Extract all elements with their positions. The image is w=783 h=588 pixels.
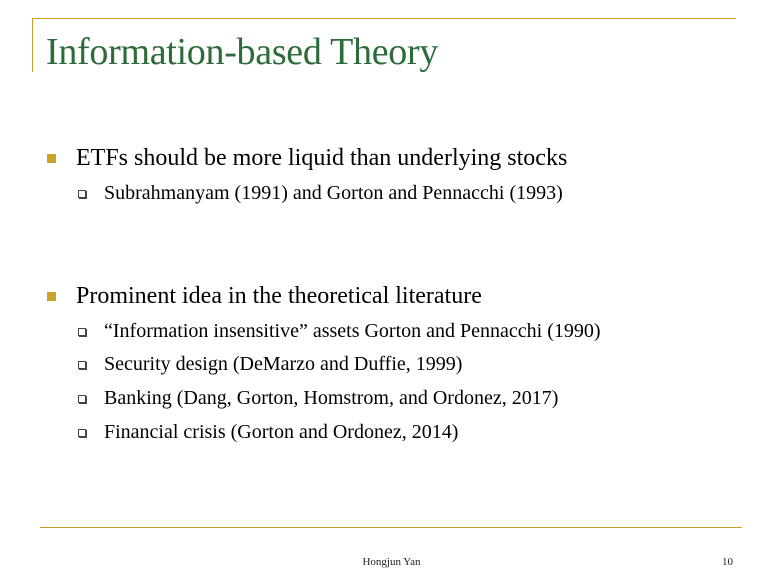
- bullet-text-2: Prominent idea in the theoretical literature: [76, 283, 482, 309]
- sub-bullet-text-2-4: Financial crisis (Gorton and Ordonez, 2014): [104, 421, 459, 443]
- sub-bullet-text-2-2: Security design (DeMarzo and Duffie, 1999): [104, 353, 463, 375]
- sub-bullet-text-2-1: “Information insensitive” assets Gorton and Pennacchi (1990): [104, 320, 601, 342]
- bullet-text-1: ETFs should be more liquid than underlying stocks: [76, 145, 568, 171]
- sub-bullet-text-1-1: Subrahmanyam (1991) and Gorton and Pennacchi (1993): [104, 182, 563, 204]
- footer-rule: [40, 527, 742, 528]
- sub-bullet-checkbox-icon: [78, 429, 86, 437]
- footer-author: Hongjun Yan: [362, 556, 421, 568]
- bullet-square-icon: [47, 154, 56, 163]
- sub-bullet-checkbox-icon: [78, 328, 86, 336]
- bullet-square-icon: [47, 292, 56, 301]
- slide-title: Information-based Theory: [46, 31, 439, 73]
- title-frame-top-rule: [32, 18, 736, 19]
- sub-bullet-text-2-3: Banking (Dang, Gorton, Homstrom, and Ordonez, 2017): [104, 387, 559, 409]
- title-frame-left-rule: [32, 18, 33, 72]
- sub-bullet-checkbox-icon: [78, 395, 86, 403]
- sub-bullet-checkbox-icon: [78, 361, 86, 369]
- sub-bullet-checkbox-icon: [78, 190, 86, 198]
- page-number: 10: [722, 556, 733, 568]
